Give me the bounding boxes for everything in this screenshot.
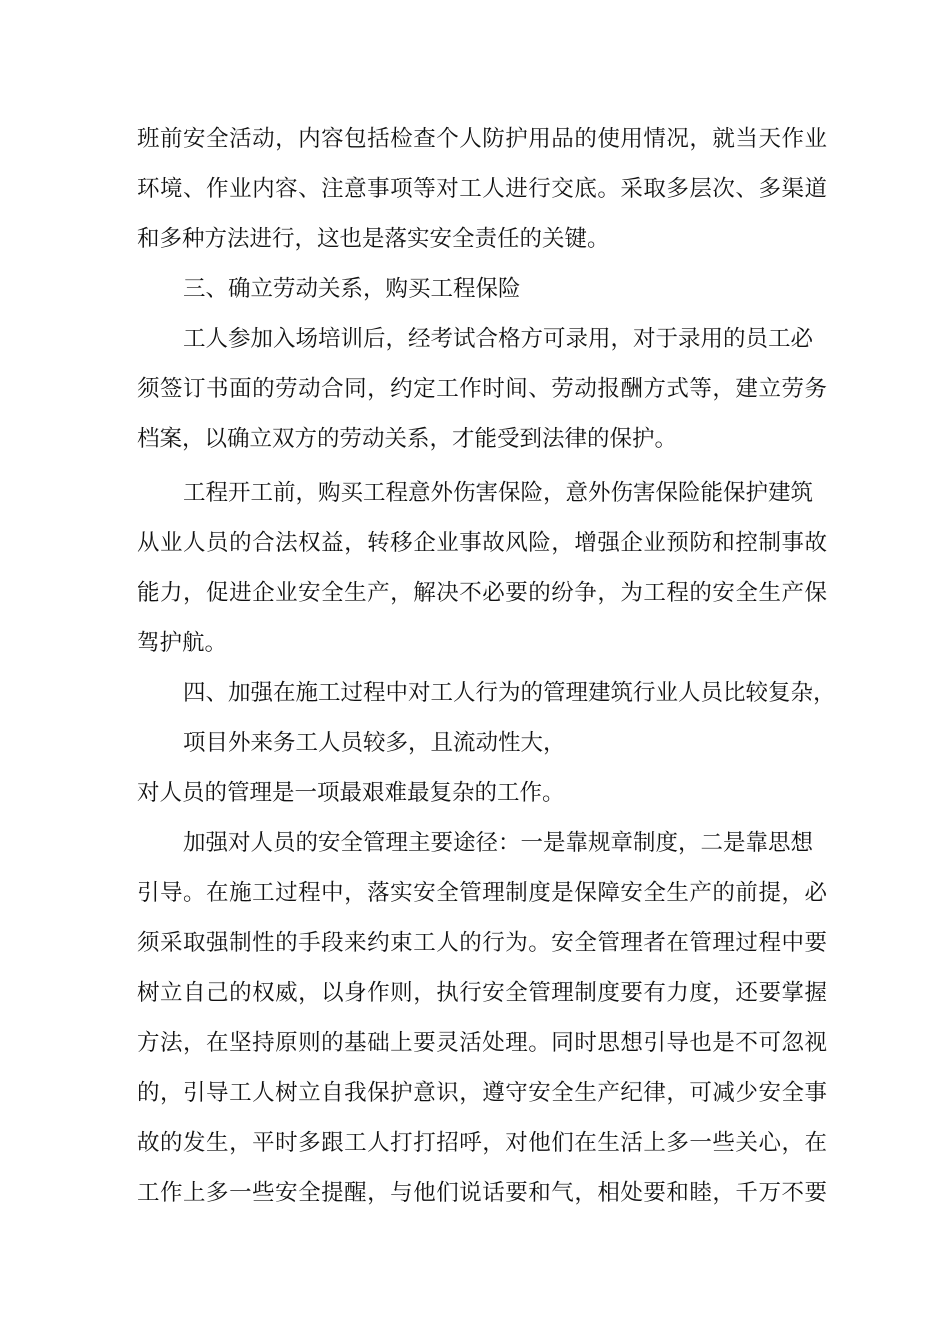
text-line: 项目外来务工人员较多，且流动性大，: [183, 730, 566, 756]
text-line: 须签订书面的劳动合同，约定工作时间、劳动报酬方式等，建立劳务: [137, 376, 827, 402]
section-heading: 四、加强在施工过程中对工人行为的管理建筑行业人员比较复杂，: [183, 680, 836, 706]
text-line: 工人参加入场培训后，经考试合格方可录用，对于录用的员工必: [183, 326, 814, 352]
text-line: 档案，以确立双方的劳动关系，才能受到法律的保护。: [137, 426, 678, 452]
text-line: 能力，促进企业安全生产，解决不必要的纷争，为工程的安全生产保: [137, 580, 827, 606]
text-line: 引导。在施工过程中，落实安全管理制度是保障安全生产的前提，必: [137, 880, 827, 906]
text-line: 对人员的管理是一项最艰难最复杂的工作。: [137, 780, 565, 806]
text-line: 工程开工前，购买工程意外伤害保险，意外伤害保险能保护建筑: [183, 480, 814, 506]
text-line: 驾护航。: [137, 630, 228, 656]
text-line: 和多种方法进行，这也是落实安全责任的关键。: [137, 226, 610, 252]
text-line: 树立自己的权威，以身作则，执行安全管理制度要有力度，还要掌握: [137, 980, 827, 1006]
text-line: 班前安全活动，内容包括检查个人防护用品的使用情况，就当天作业: [137, 126, 827, 152]
text-line: 须采取强制性的手段来约束工人的行为。安全管理者在管理过程中要: [137, 930, 827, 956]
text-line: 加强对人员的安全管理主要途径：一是靠规章制度，二是靠思想: [183, 830, 814, 856]
text-line: 从业人员的合法权益，转移企业事故风险，增强企业预防和控制事故: [137, 530, 827, 556]
text-line: 方法，在坚持原则的基础上要灵活处理。同时思想引导也是不可忽视: [137, 1030, 827, 1056]
text-line: 的，引导工人树立自我保护意识，遵守安全生产纪律，可减少安全事: [137, 1080, 827, 1106]
section-heading: 三、确立劳动关系，购买工程保险: [183, 276, 521, 302]
text-line: 环境、作业内容、注意事项等对工人进行交底。采取多层次、多渠道: [137, 176, 827, 202]
text-line: 工作上多一些安全提醒，与他们说话要和气，相处要和睦，千万不要: [137, 1180, 827, 1206]
text-line: 故的发生，平时多跟工人打打招呼，对他们在生活上多一些关心，在: [137, 1130, 827, 1156]
